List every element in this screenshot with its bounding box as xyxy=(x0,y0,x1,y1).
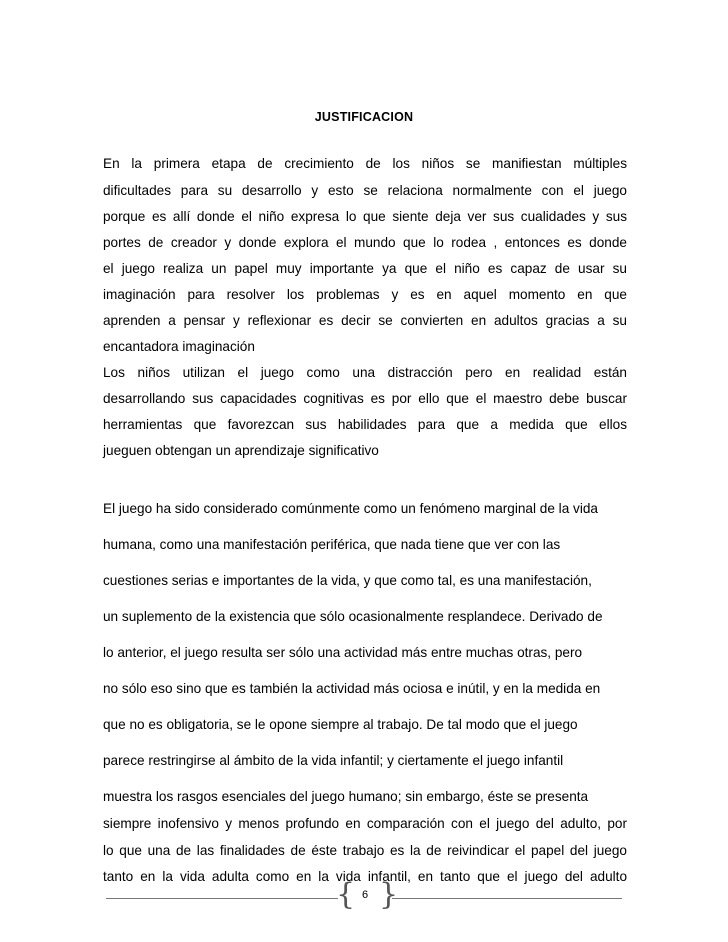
text-line: humana, como una manifestación periférica, que nada tiene que ver con las xyxy=(103,537,561,552)
footer-rule-left xyxy=(106,898,338,899)
text-line: lo anterior, el juego resulta ser sólo una actividad más entre muchas otras, pero xyxy=(103,645,583,660)
right-brace-icon: } xyxy=(379,877,399,912)
text-line: El juego ha sido considerado comúnmente como un fenómeno marginal de la vida xyxy=(103,501,598,516)
text-line: cuestiones serias e importantes de la vida, y que como tal, es una manifestación, xyxy=(103,573,592,588)
text-line: que no es obligatoria, se le opone siempre al trabajo. De tal modo que el juego xyxy=(103,717,578,732)
text-line: Los niños utilizan el juego como una distracción pero en realidad están xyxy=(103,365,627,380)
text-line: En la primera etapa de crecimiento de los niños se manifiestan múltiples xyxy=(103,156,627,171)
text-line: no sólo eso sino que es también la actividad más ociosa e inútil, y en la medida en xyxy=(103,681,601,696)
text-line: imaginación para resolver los problemas y es en aquel momento en que xyxy=(103,287,627,302)
text-line: un suplemento de la existencia que sólo ocasionalmente resplandece. Derivado de xyxy=(103,609,603,624)
text-line: herramientas que favorezcan sus habilidades para que a medida que ellos xyxy=(103,417,627,432)
text-line: desarrollando sus capacidades cognitivas es por ello que el maestro debe buscar xyxy=(103,391,627,406)
text-line: porque es allí donde el niño expresa lo que siente deja ver sus cualidades y sus xyxy=(103,209,627,224)
text-line: siempre inofensivo y menos profundo en comparación con el juego del adulto, por xyxy=(103,816,627,831)
left-brace-icon: { xyxy=(336,877,356,912)
text-line: aprenden a pensar y reflexionar es decir se convierten en adultos gracias a su xyxy=(103,313,627,328)
text-line: lo que una de las finalidades de éste trabajo es la de reivindicar el papel del juego xyxy=(103,843,627,858)
text-line: tanto en la vida adulta como en la vida infantil, en tanto que el juego del adulto xyxy=(103,869,627,884)
text-line: encantadora imaginación xyxy=(103,339,255,354)
footer-rule-right xyxy=(392,898,622,899)
text-line: parece restringirse al ámbito de la vida infantil; y ciertamente el juego infantil xyxy=(103,753,564,768)
text-line: el juego realiza un papel muy importante ya que el niño es capaz de usar su xyxy=(103,261,627,276)
page-number: 6 xyxy=(361,889,369,901)
text-line: portes de creador y donde explora el mundo que lo rodea , entonces es donde xyxy=(103,235,627,250)
text-line: dificultades para su desarrollo y esto se relaciona normalmente con el juego xyxy=(103,183,627,198)
text-line: muestra los rasgos esenciales del juego humano; sin embargo, éste se presenta xyxy=(103,789,589,804)
page-title: JUSTIFICACION xyxy=(314,110,414,124)
text-line: jueguen obtengan un aprendizaje significativo xyxy=(103,443,379,458)
